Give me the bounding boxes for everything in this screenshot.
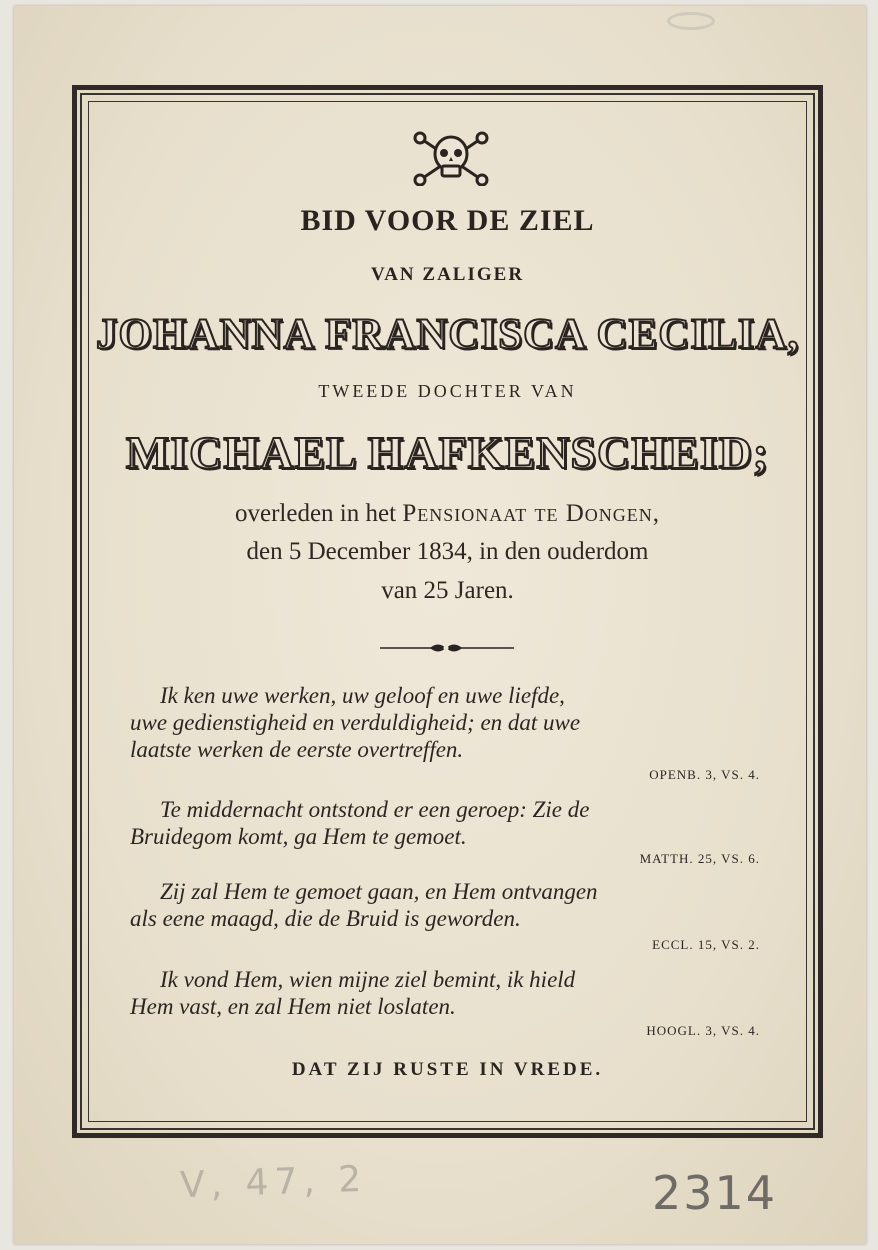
- death-line-2: den 5 December 1834, in den ouderdom: [246, 538, 649, 565]
- relation-line: TWEEDE DOCHTER VAN: [318, 381, 577, 401]
- verse-1-line-1: Ik ken uwe werken, uw geloof en uwe liefde,: [160, 683, 565, 708]
- ornamental-divider-icon: [380, 640, 514, 656]
- closing-line: DAT ZIJ RUSTE IN VREDE.: [291, 1059, 604, 1080]
- verse-4: [130, 966, 760, 1020]
- verse-2-line-2: Bruidegom komt, ga Hem te gemoet.: [130, 824, 467, 849]
- verse-1: [130, 682, 760, 763]
- death-line-1: [88, 500, 807, 528]
- verse-4-reference: HOOGL. 3, VS. 4.: [646, 1023, 760, 1038]
- verse-3: [130, 878, 760, 932]
- paper-stain: [667, 12, 715, 30]
- death-place: Pensionaat te Dongen,: [402, 500, 660, 527]
- verse-1-line-3: laatste werken de eerste overtreffen.: [130, 737, 464, 762]
- verse-2: [130, 796, 760, 850]
- verse-4-line-1: Ik vond Hem, wien mijne ziel bemint, ik hield: [160, 967, 576, 992]
- verse-3-reference: ECCL. 15, VS. 2.: [652, 937, 760, 952]
- deceased-name: JOHANNA FRANCISCA CECILIA,: [96, 311, 800, 358]
- skull-and-crossbones-icon: [412, 130, 490, 186]
- death-line-1-text: overleden in het: [235, 500, 403, 527]
- verse-1-reference: OPENB. 3, VS. 4.: [649, 767, 760, 782]
- van-zaliger-line: VAN ZALIGER: [370, 264, 525, 285]
- verse-1-line-2: uwe gedienstigheid en verduldigheid; en dat uwe: [130, 710, 581, 735]
- father-name: MICHAEL HAFKENSCHEID;: [125, 427, 770, 478]
- catalog-number: 2314: [652, 1166, 778, 1220]
- verse-2-reference: MATTH. 25, VS. 6.: [639, 851, 760, 866]
- verse-3-line-2: als eene maagd, die de Bruid is geworden.: [130, 906, 521, 931]
- verse-2-line-1: Te middernacht ontstond er een geroep: Zie de: [160, 797, 590, 822]
- pencil-mark: V, 47, 2: [179, 1158, 368, 1207]
- verse-3-line-1: Zij zal Hem te gemoet gaan, en Hem ontvangen: [160, 879, 598, 904]
- heading: BID VOOR DE ZIEL: [300, 204, 595, 237]
- death-line-3: van 25 Jaren.: [381, 577, 514, 604]
- verse-4-line-2: Hem vast, en zal Hem niet loslaten.: [130, 994, 456, 1019]
